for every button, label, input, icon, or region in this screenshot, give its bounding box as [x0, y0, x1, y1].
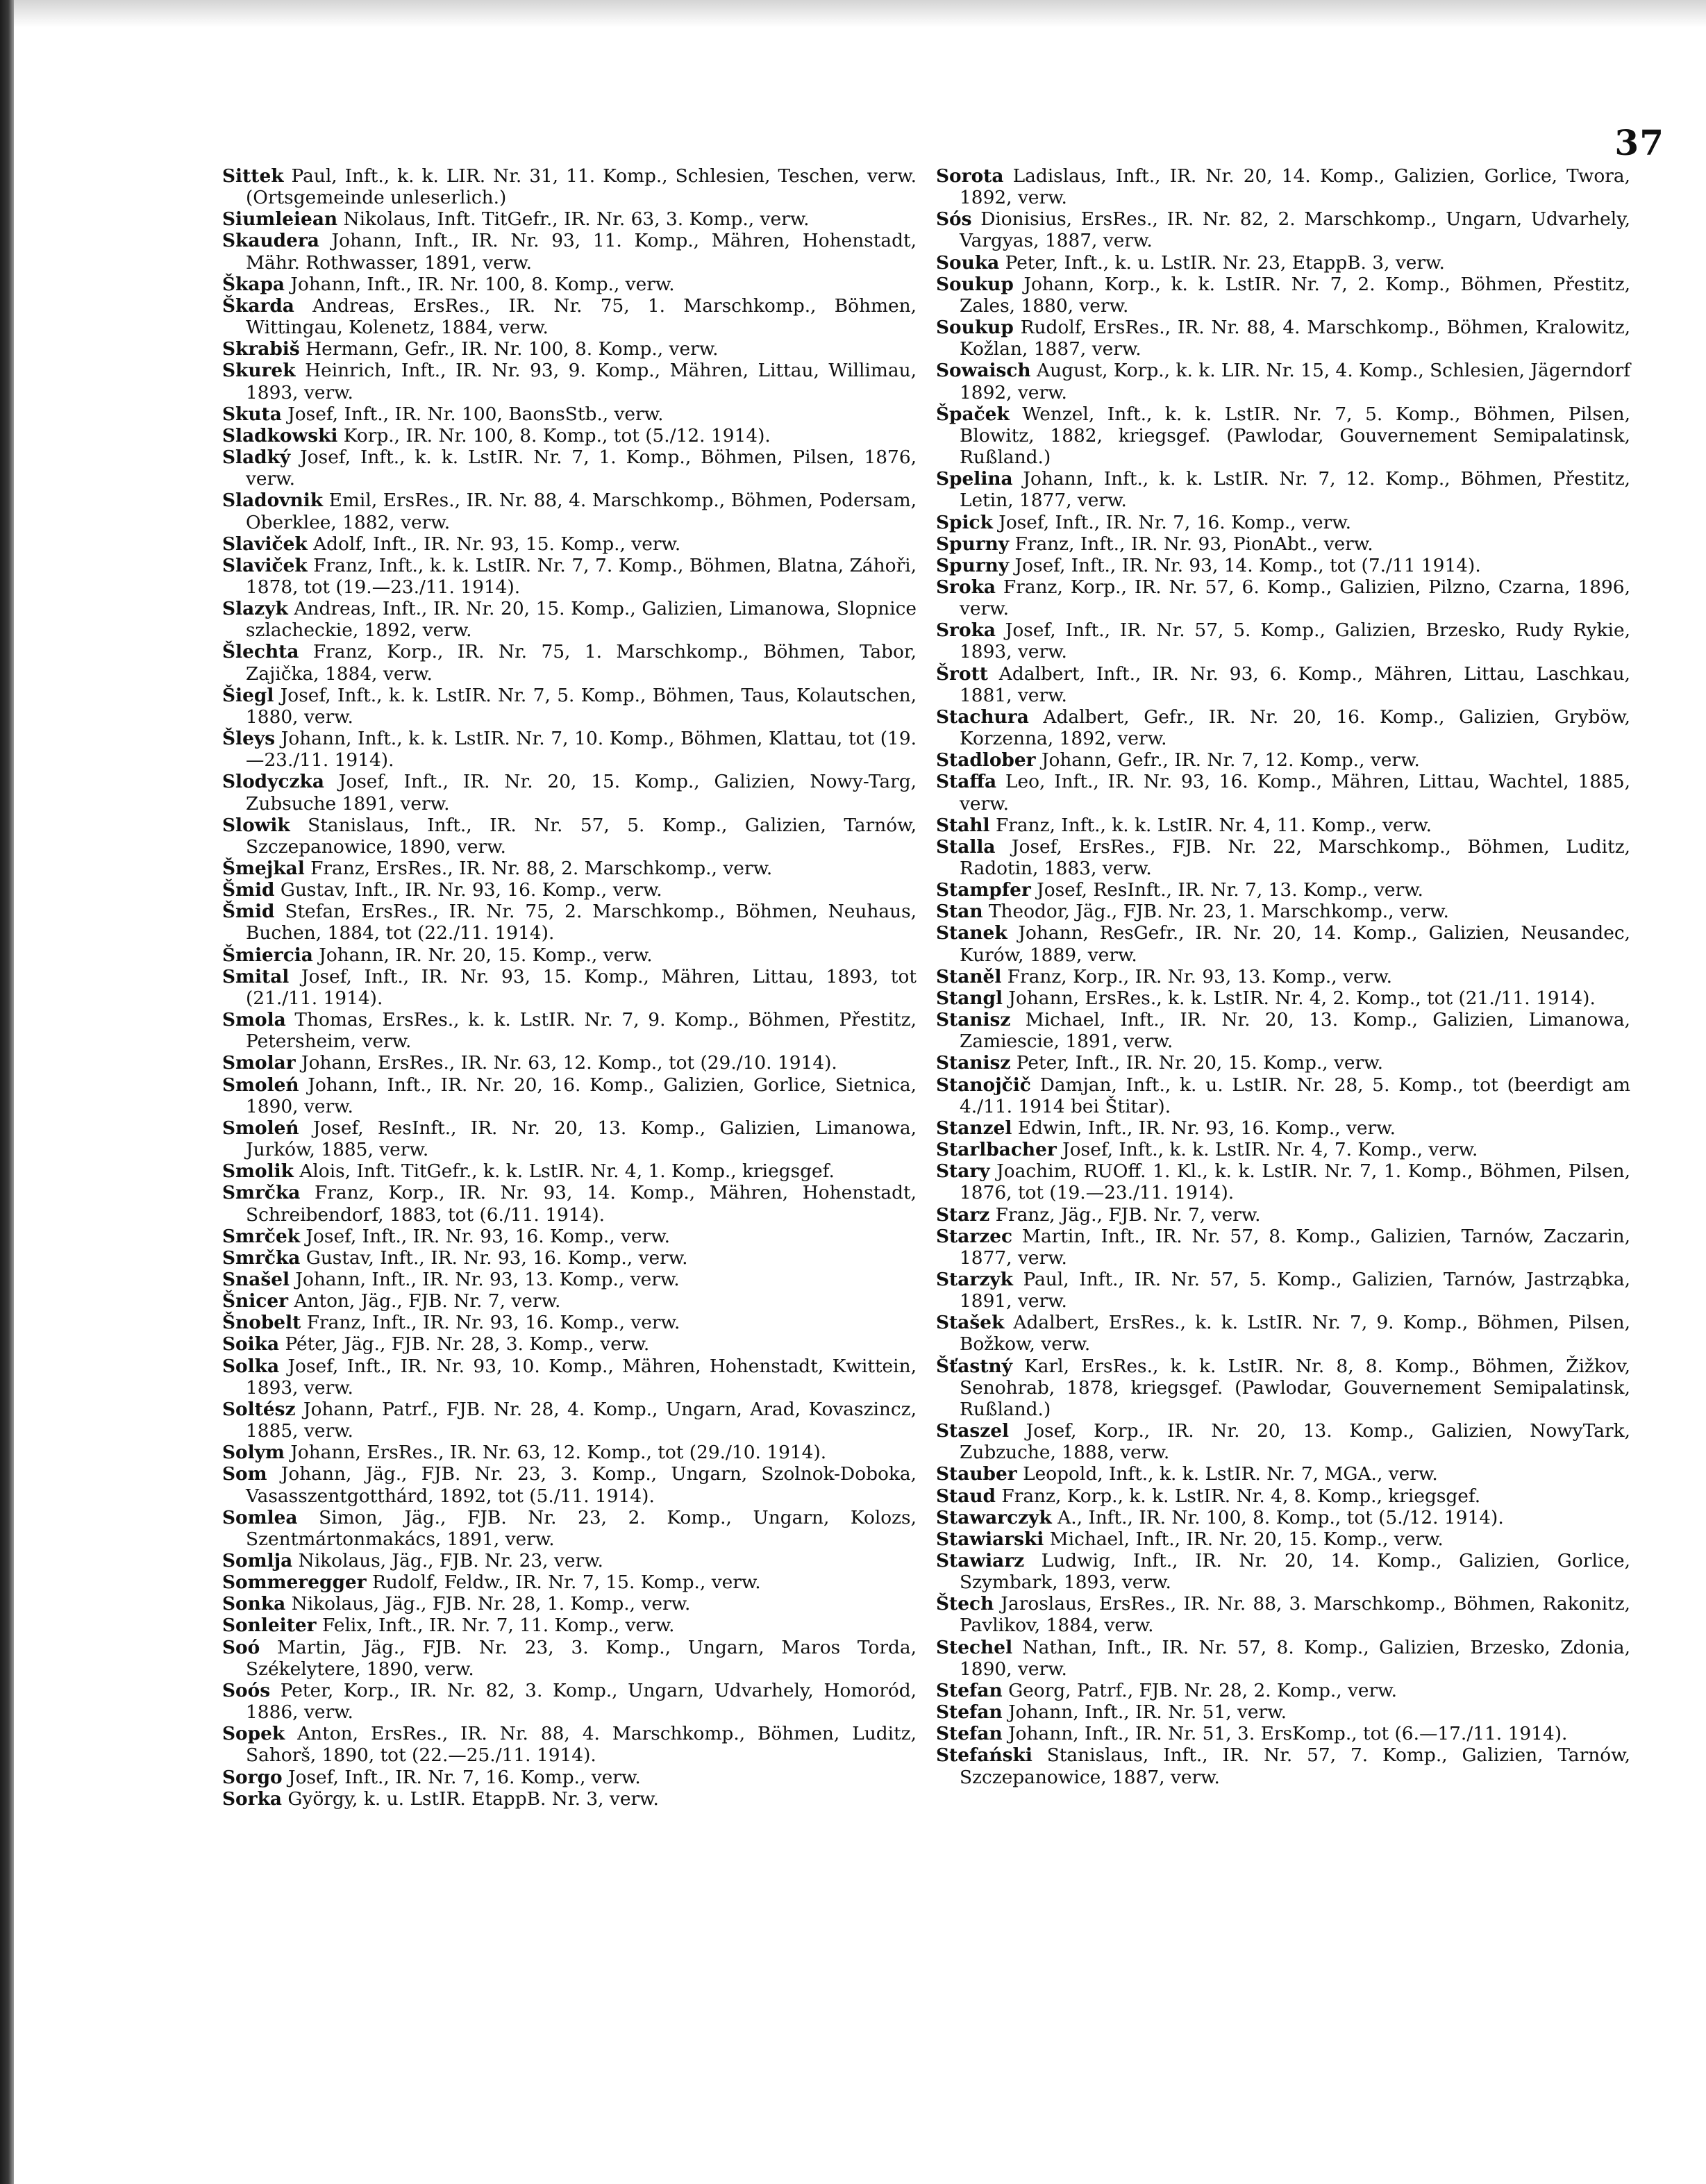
entry-surname: Sopek [222, 1723, 285, 1745]
entry-details: Josef, Inft., IR. Nr. 93, 15. Komp., Mähren, Littau, 1893, tot (21./11. 1914). [246, 965, 917, 1009]
register-entry [222, 1680, 917, 1723]
register-entry [936, 1204, 1630, 1226]
register-entry [222, 1463, 917, 1506]
entry-details: Rudolf, Feldw., IR. Nr. 7, 15. Komp., verw. [366, 1572, 761, 1594]
entry-surname: Solym [222, 1442, 285, 1464]
entry-details: Leo, Inft., IR. Nr. 93, 16. Komp., Mähren, Littau, Wachtel, 1885, verw. [960, 771, 1630, 815]
entry-details: Nikolaus, Inft. TitGefr., IR. Nr. 63, 3. Komp., verw. [337, 208, 810, 231]
register-entry [936, 252, 1630, 274]
entry-surname: Šťastný [936, 1355, 1012, 1377]
register-entry [936, 1507, 1630, 1528]
register-entry [222, 338, 917, 360]
register-entry [222, 1442, 917, 1463]
register-entry [222, 208, 917, 230]
register-entry [222, 1290, 917, 1312]
entry-surname: Smrčka [222, 1247, 301, 1269]
entry-details: Johann, Inft., IR. Nr. 93, 13. Komp., verw. [290, 1268, 680, 1290]
entry-surname: Staud [936, 1485, 996, 1507]
entry-surname: Slaviček [222, 554, 308, 576]
entry-surname: Stanzel [936, 1117, 1012, 1139]
entry-details: Andreas, ErsRes., IR. Nr. 75, 1. Marschkomp., Böhmen, Wittingau, Kolenetz, 1884, verw. [246, 294, 917, 339]
register-entry [222, 1788, 917, 1810]
entry-details: Anton, ErsRes., IR. Nr. 88, 4. Marschkomp., Böhmen, Luditz, Sahorš, 1890, tot (22.—25./11. 1914). [246, 1723, 917, 1767]
entry-details: Johann, IR. Nr. 20, 15. Komp., verw. [312, 944, 653, 966]
register-entry [936, 1312, 1630, 1355]
register-entry [222, 1160, 917, 1182]
register-entry [936, 403, 1630, 468]
register-entry [936, 468, 1630, 511]
register-entry [222, 1117, 917, 1160]
entry-details: Emil, ErsRes., IR. Nr. 88, 4. Marschkomp., Böhmen, Podersam, Oberklee, 1882, verw. [246, 490, 917, 533]
entry-details: Martin, Inft., IR. Nr. 57, 8. Komp., Galizien, Tarnów, Zaczarin, 1877, verw. [960, 1225, 1630, 1269]
register-entry [936, 360, 1630, 403]
register-entry [936, 901, 1630, 922]
entry-surname: Šnicer [222, 1290, 289, 1312]
entry-surname: Smolik [222, 1160, 294, 1183]
register-entry [222, 425, 917, 447]
entry-details: Johann, ErsRes., IR. Nr. 63, 12. Komp., tot (29./10. 1914). [284, 1442, 827, 1464]
entry-details: Franz, Korp., IR. Nr. 57, 6. Komp., Galizien, Pilzno, Czarna, 1896, verw. [960, 576, 1630, 620]
entry-surname: Smolar [222, 1052, 296, 1074]
entry-details: Josef, Inft., k. k. LstIR. Nr. 7, 1. Komp., Böhmen, Pilsen, 1876, verw. [246, 447, 917, 490]
register-entry [222, 1333, 917, 1355]
entry-details: Nikolaus, Jäg., FJB. Nr. 28, 1. Komp., verw. [285, 1593, 691, 1615]
register-entry [936, 922, 1630, 965]
entry-surname: Stan [936, 901, 983, 923]
entry-surname: Štech [936, 1593, 994, 1615]
entry-surname: Spurny [936, 554, 1010, 576]
entry-details: Anton, Jäg., FJB. Nr. 7, verw. [288, 1290, 561, 1312]
entry-details: Franz, Inft., IR. Nr. 93, 16. Komp., verw. [301, 1312, 680, 1334]
register-entry [222, 447, 917, 490]
entry-details: Péter, Jäg., FJB. Nr. 28, 3. Komp., verw. [279, 1333, 650, 1356]
entry-surname: Somlea [222, 1506, 298, 1528]
entry-details: Josef, Inft., IR. Nr. 93, 16. Komp., verw. [300, 1225, 670, 1247]
entry-surname: Stadlober [936, 749, 1036, 772]
entry-surname: Som [222, 1463, 267, 1485]
register-entry [936, 555, 1630, 576]
entry-surname: Soukup [936, 273, 1014, 295]
register-entry [222, 1269, 917, 1290]
entry-surname: Smoleń [222, 1074, 299, 1096]
register-entry [222, 1507, 917, 1550]
register-entry [936, 1593, 1630, 1636]
register-entry [936, 966, 1630, 987]
entry-surname: Starzyk [936, 1268, 1013, 1290]
entry-surname: Šleys [222, 728, 276, 750]
entry-surname: Skuta [222, 403, 282, 425]
entry-details: Nikolaus, Jäg., FJB. Nr. 23, verw. [292, 1550, 603, 1572]
entry-details: Franz, Korp., IR. Nr. 93, 13. Komp., verw. [1001, 965, 1393, 987]
entry-surname: Šmiercia [222, 944, 313, 966]
register-entry [222, 1226, 917, 1247]
entry-surname: Sorgo [222, 1766, 283, 1788]
register-entry [936, 1723, 1630, 1744]
entry-details: Johann, Gefr., IR. Nr. 7, 12. Komp., verw. [1035, 749, 1420, 772]
entry-details: Josef, ErsRes., FJB. Nr. 22, Marschkomp., Böhmen, Luditz, Radotin, 1883, verw. [960, 835, 1630, 879]
register-entry [222, 879, 917, 901]
register-entry [936, 749, 1630, 771]
entry-details: Josef, Inft., IR. Nr. 7, 16. Komp., verw. [282, 1766, 641, 1788]
entry-surname: Soós [222, 1679, 271, 1701]
register-entry [222, 1356, 917, 1399]
entry-surname: Stawiarz [936, 1550, 1025, 1572]
entry-details: Gustav, Inft., IR. Nr. 93, 16. Komp., verw. [274, 879, 662, 901]
entry-details: Josef, Inft., k. k. LstIR. Nr. 4, 7. Komp., verw. [1056, 1139, 1478, 1161]
register-entry [936, 1052, 1630, 1074]
register-entry [222, 490, 917, 533]
page-number: 37 [1614, 122, 1664, 163]
entry-surname: Sroka [936, 576, 996, 598]
entry-details: Johann, Korp., k. k. LstIR. Nr. 7, 2. Komp., Böhmen, Přestitz, Zales, 1880, verw. [960, 273, 1630, 317]
entry-surname: Skrabiš [222, 338, 300, 360]
register-entry [222, 771, 917, 814]
entry-details: August, Korp., k. k. LIR. Nr. 15, 4. Komp., Schlesien, Jägerndorf 1892, verw. [960, 360, 1630, 403]
entry-details: Josef, Inft., IR. Nr. 93, 14. Komp., tot (7./11 1914). [1009, 554, 1481, 576]
register-entry [936, 706, 1630, 749]
entry-surname: Stangl [936, 987, 1003, 1009]
entry-details: Johann, ResGefr., IR. Nr. 20, 14. Komp., Galizien, Neusandec, Kurów, 1889, verw. [960, 922, 1630, 966]
register-entry [936, 274, 1630, 317]
entry-surname: Šmejkal [222, 858, 305, 879]
entry-surname: Stampfer [936, 879, 1031, 901]
entry-surname: Sós [936, 208, 972, 231]
entry-surname: Šiegl [222, 684, 274, 706]
register-entry [222, 403, 917, 425]
entry-surname: Stefan [936, 1701, 1003, 1724]
entry-details: Johann, Inft., IR. Nr. 20, 16. Komp., Galizien, Gorlice, Sietnica, 1890, verw. [246, 1074, 917, 1117]
entry-surname: Solka [222, 1355, 280, 1377]
register-entry [222, 1074, 917, 1117]
entry-surname: Stawarczyk [936, 1506, 1052, 1528]
entry-surname: Smoleń [222, 1117, 299, 1139]
entry-surname: Stawiarski [936, 1528, 1044, 1550]
entry-details: Peter, Inft., IR. Nr. 20, 15. Komp., verw. [1010, 1052, 1384, 1074]
entry-details: Josef, Inft., IR. Nr. 7, 16. Komp., verw. [992, 511, 1352, 533]
register-entry [222, 944, 917, 966]
register-entry [936, 1356, 1630, 1420]
left-column [222, 165, 917, 1810]
register-entry [936, 879, 1630, 901]
entry-details: Wenzel, Inft., k. k. LstIR. Nr. 7, 5. Komp., Böhmen, Pilsen, Blowitz, 1882, kriegsgef. (Pawlodar, Gouvernement Semipalatinsk, Rußland.) [960, 403, 1630, 469]
entry-details: Stanislaus, Inft., IR. Nr. 57, 5. Komp., Galizien, Tarnów, Szczepanowice, 1890, verw. [246, 814, 917, 858]
entry-details: Adolf, Inft., IR. Nr. 93, 15. Komp., verw. [307, 533, 681, 555]
entry-surname: Skurek [222, 360, 296, 382]
entry-details: Johann, ErsRes., k. k. LstIR. Nr. 4, 2. Komp., tot (21./11. 1914). [1003, 987, 1596, 1009]
entry-surname: Smital [222, 965, 290, 987]
entry-details: Peter, Inft., k. u. LstIR. Nr. 23, EtappB. 3, verw. [999, 251, 1445, 274]
entry-details: Johann, Jäg., FJB. Nr. 23, 3. Komp., Ungarn, Szolnok-Doboka, Vasasszentgotthárd, 1892, tot (5./11. 1914). [246, 1463, 917, 1507]
entry-surname: Šmid [222, 879, 275, 901]
entry-surname: Šlechta [222, 641, 299, 663]
entry-surname: Skaudera [222, 230, 319, 252]
register-entry [222, 1593, 917, 1615]
entry-details: Gustav, Inft., IR. Nr. 93, 16. Komp., verw. [300, 1247, 688, 1269]
entry-details: Franz, Inft., k. k. LstIR. Nr. 4, 11. Komp., verw. [989, 814, 1432, 836]
entry-surname: Špaček [936, 403, 1010, 425]
entry-details: Peter, Korp., IR. Nr. 82, 3. Komp., Ungarn, Udvarhely, Homoród, 1886, verw. [246, 1679, 917, 1724]
entry-details: Andreas, Inft., IR. Nr. 20, 15. Komp., Galizien, Limanowa, Slopnice szlacheckie, 1892, verw. [246, 598, 917, 642]
entry-surname: Stašek [936, 1312, 1005, 1334]
entry-details: Franz, ErsRes., IR. Nr. 88, 2. Marschkomp., verw. [304, 858, 773, 879]
entry-surname: Stauber [936, 1463, 1017, 1485]
entry-surname: Sladkowski [222, 424, 338, 447]
register-entry [222, 1637, 917, 1680]
entry-details: Johann, ErsRes., IR. Nr. 63, 12. Komp., tot (29./10. 1914). [295, 1052, 837, 1074]
register-entry [222, 598, 917, 641]
register-entry [222, 360, 917, 403]
register-entry [936, 1485, 1630, 1507]
register-entry [222, 1723, 917, 1766]
entry-details: Michael, Inft., IR. Nr. 20, 15. Komp., verw. [1044, 1528, 1444, 1550]
register-entry [936, 836, 1630, 879]
entry-surname: Sonleiter [222, 1615, 317, 1637]
entry-details: Franz, Korp., k. k. LstIR. Nr. 4, 8. Komp., kriegsgef. [996, 1485, 1481, 1507]
entry-surname: Sowaisch [936, 360, 1031, 382]
entry-details: Adalbert, ErsRes., k. k. LstIR. Nr. 7, 9. Komp., Böhmen, Pilsen, Božkow, verw. [960, 1312, 1630, 1356]
entry-details: Josef, ResInft., IR. Nr. 20, 13. Komp., Galizien, Limanowa, Jurków, 1885, verw. [246, 1117, 917, 1161]
entry-details: Adalbert, Gefr., IR. Nr. 20, 16. Komp., Galizien, Gryböw, Korzenna, 1892, verw. [960, 706, 1630, 750]
entry-details: Rudolf, ErsRes., IR. Nr. 88, 4. Marschkomp., Böhmen, Kralowitz, Kožlan, 1887, verw. [960, 317, 1630, 360]
register-entry [936, 533, 1630, 555]
entry-surname: Stachura [936, 706, 1029, 728]
entry-surname: Sroka [936, 619, 996, 642]
entry-surname: Slodyczka [222, 771, 324, 793]
entry-surname: Stefański [936, 1744, 1032, 1767]
scan-top-edge [0, 0, 1706, 28]
entry-details: Stefan, ErsRes., IR. Nr. 75, 2. Marschkomp., Böhmen, Neuhaus, Buchen, 1884, tot (22./11. 1914). [246, 901, 917, 944]
entry-surname: Starlbacher [936, 1139, 1057, 1161]
register-entry [222, 641, 917, 684]
register-entry [222, 1009, 917, 1052]
register-entry [222, 274, 917, 295]
register-entry [222, 1550, 917, 1572]
entry-details: Heinrich, Inft., IR. Nr. 93, 9. Komp., Mähren, Littau, Willimau, 1893, verw. [246, 360, 917, 403]
entry-surname: Stary [936, 1160, 990, 1183]
register-entry [936, 619, 1630, 662]
register-entry [222, 901, 917, 944]
register-entry [936, 1550, 1630, 1593]
register-entry [222, 858, 917, 879]
register-entry [222, 815, 917, 858]
register-entry [936, 1420, 1630, 1463]
entry-surname: Somlja [222, 1550, 293, 1572]
register-entry [222, 1767, 917, 1788]
entry-surname: Staszel [936, 1420, 1010, 1442]
entry-details: Alois, Inft. TitGefr., k. k. LstIR. Nr. 4, 1. Komp., kriegsgef. [293, 1160, 835, 1183]
register-entry [222, 1399, 917, 1442]
entry-surname: Souka [936, 251, 1000, 274]
entry-details: Franz, Jäg., FJB. Nr. 7, verw. [989, 1203, 1261, 1226]
register-entry [222, 165, 917, 208]
entry-surname: Stefan [936, 1679, 1003, 1701]
entry-details: Georg, Patrf., FJB. Nr. 28, 2. Komp., verw. [1002, 1679, 1398, 1701]
entry-surname: Sorota [936, 165, 1004, 187]
register-entry [936, 771, 1630, 814]
entry-details: Korp., IR. Nr. 100, 8. Komp., tot (5./12. 1914). [337, 424, 771, 447]
entry-details: Johann, Inft., k. k. LstIR. Nr. 7, 12. Komp., Böhmen, Přestitz, Letin, 1877, verw. [960, 468, 1630, 512]
scan-binding-edge [0, 0, 14, 2184]
entry-surname: Stanisz [936, 1052, 1011, 1074]
entry-surname: Slowik [222, 814, 290, 836]
entry-surname: Siumleiean [222, 208, 338, 231]
register-entry [222, 555, 917, 598]
register-entry [936, 1009, 1630, 1052]
entry-surname: Sorka [222, 1787, 282, 1810]
entry-surname: Staněl [936, 965, 1002, 987]
entry-details: György, k. u. LstIR. EtappB. Nr. 3, verw. [281, 1787, 659, 1810]
entry-surname: Starz [936, 1203, 990, 1226]
entry-details: Damjan, Inft., k. u. LstIR. Nr. 28, 5. Komp., tot (beerdigt am 4./11. 1914 bei Štitar). [960, 1074, 1630, 1117]
register-entry [936, 165, 1630, 208]
entry-surname: Spurny [936, 533, 1010, 555]
entry-details: Thomas, ErsRes., k. k. LstIR. Nr. 7, 9. Komp., Böhmen, Přestitz, Petersheim, verw. [246, 1009, 917, 1053]
entry-details: Franz, Korp., IR. Nr. 75, 1. Marschkomp., Böhmen, Tabor, Zajička, 1884, verw. [246, 641, 917, 685]
entry-surname: Smrček [222, 1225, 301, 1247]
register-entry [222, 685, 917, 728]
entry-details: Josef, Inft., IR. Nr. 93, 10. Komp., Mähren, Hohenstadt, Kwittein, 1893, verw. [246, 1355, 917, 1399]
entry-details: Franz, Inft., IR. Nr. 93, PionAbt., verw. [1009, 533, 1373, 555]
register-entry [222, 1182, 917, 1225]
entry-surname: Soukup [936, 317, 1014, 339]
register-entry [936, 208, 1630, 251]
entry-surname: Šnobelt [222, 1312, 301, 1334]
register-entry [936, 1528, 1630, 1550]
entry-surname: Staffa [936, 771, 997, 793]
entry-surname: Sommeregger [222, 1572, 367, 1594]
entry-surname: Stanek [936, 922, 1007, 944]
entry-details: Nathan, Inft., IR. Nr. 57, 8. Komp., Galizien, Brzesko, Zdonia, 1890, verw. [960, 1636, 1630, 1680]
right-column [936, 165, 1630, 1788]
entry-surname: Smrčka [222, 1182, 301, 1204]
entry-surname: Stechel [936, 1636, 1013, 1658]
entry-details: Theodor, Jäg., FJB. Nr. 23, 1. Marschkomp., verw. [982, 901, 1449, 923]
entry-surname: Sladký [222, 447, 291, 469]
entry-details: Karl, ErsRes., k. k. LstIR. Nr. 8, 8. Komp., Böhmen, Žižkov, Senohrab, 1878, kriegsgef. (Pawlodar, Gouvernement Semipalatinsk, Rußland.) [960, 1355, 1630, 1420]
entry-surname: Stahl [936, 814, 990, 836]
entry-details: Hermann, Gefr., IR. Nr. 100, 8. Komp., verw. [299, 338, 719, 360]
entry-surname: Snašel [222, 1268, 290, 1290]
register-entry [222, 1052, 917, 1074]
entry-surname: Stefan [936, 1723, 1003, 1745]
register-entry [936, 512, 1630, 533]
register-entry [222, 533, 917, 555]
register-entry [936, 1680, 1630, 1701]
entry-details: Josef, Korp., IR. Nr. 20, 13. Komp., Galizien, NowyTark, Zubzuche, 1888, verw. [960, 1420, 1630, 1464]
register-entry [936, 1160, 1630, 1203]
register-entry [936, 1701, 1630, 1723]
entry-details: Johann, Inft., IR. Nr. 100, 8. Komp., verw. [285, 273, 675, 295]
entry-details: Paul, Inft., k. k. LIR. Nr. 31, 11. Komp., Schlesien, Teschen, verw. (Ortsgemeinde unleserlich.) [246, 165, 917, 209]
entry-surname: Škarda [222, 294, 294, 317]
entry-details: Franz, Inft., k. k. LstIR. Nr. 7, 7. Komp., Böhmen, Blatna, Záhoři, 1878, tot (19.—23./11. 1914). [246, 554, 917, 598]
entry-details: Martin, Jäg., FJB. Nr. 23, 3. Komp., Ungarn, Maros Torda, Székelytere, 1890, verw. [246, 1636, 917, 1680]
entry-surname: Stanisz [936, 1009, 1011, 1031]
entry-details: Josef, ResInft., IR. Nr. 7, 13. Komp., verw. [1030, 879, 1423, 901]
register-entry [936, 987, 1630, 1009]
entry-details: Johann, Inft., IR. Nr. 93, 11. Komp., Mähren, Hohenstadt, Mähr. Rothwasser, 1891, verw. [246, 230, 917, 274]
entry-surname: Šmid [222, 901, 275, 923]
entry-surname: Spick [936, 511, 993, 533]
entry-details: Edwin, Inft., IR. Nr. 93, 16. Komp., verw. [1012, 1117, 1396, 1139]
register-entry [222, 230, 917, 273]
register-entry [936, 1637, 1630, 1680]
entry-details: Johann, Patrf., FJB. Nr. 28, 4. Komp., Ungarn, Arad, Kovaszincz, 1885, verw. [246, 1398, 917, 1442]
register-entry [936, 317, 1630, 360]
entry-surname: Stalla [936, 835, 996, 858]
register-entry [222, 728, 917, 771]
entry-surname: Soó [222, 1636, 260, 1658]
register-entry [936, 1226, 1630, 1269]
entry-surname: Sonka [222, 1593, 286, 1615]
entry-surname: Slaviček [222, 533, 308, 555]
entry-surname: Spelina [936, 468, 1013, 490]
entry-surname: Šrott [936, 662, 988, 685]
register-entry [936, 1074, 1630, 1117]
register-entry [222, 1572, 917, 1593]
entry-surname: Škapa [222, 273, 285, 295]
entry-details: Johann, Inft., IR. Nr. 51, 3. ErsKomp., tot (6.—17./11. 1914). [1002, 1723, 1568, 1745]
entry-surname: Starzec [936, 1225, 1013, 1247]
entry-details: Felix, Inft., IR. Nr. 7, 11. Komp., verw. [316, 1615, 675, 1637]
entry-details: Joachim, RUOff. 1. Kl., k. k. LstIR. Nr. 7, 1. Komp., Böhmen, Pilsen, 1876, tot (19.—23./11. 1914). [960, 1160, 1630, 1204]
register-entry [936, 1463, 1630, 1485]
entry-details: Josef, Inft., IR. Nr. 20, 15. Komp., Galizien, Nowy-Targ, Zubsuche 1891, verw. [246, 771, 917, 815]
entry-details: Adalbert, Inft., IR. Nr. 93, 6. Komp., Mähren, Littau, Laschkau, 1881, verw. [960, 662, 1630, 706]
entry-details: Michael, Inft., IR. Nr. 20, 13. Komp., Galizien, Limanowa, Zamiescie, 1891, verw. [960, 1009, 1630, 1053]
register-entry [222, 1312, 917, 1333]
entry-surname: Smola [222, 1009, 286, 1031]
entry-details: Josef, Inft., IR. Nr. 100, BaonsStb., verw. [281, 403, 664, 425]
entry-details: Ludwig, Inft., IR. Nr. 20, 14. Komp., Galizien, Gorlice, Szymbark, 1893, verw. [960, 1550, 1630, 1594]
entry-details: Franz, Korp., IR. Nr. 93, 14. Komp., Mähren, Hohenstadt, Schreibendorf, 1883, tot (6./11. 1914). [246, 1182, 917, 1226]
register-entry [936, 1269, 1630, 1312]
entry-details: Dionisius, ErsRes., IR. Nr. 82, 2. Marschkomp., Ungarn, Udvarhely, Vargyas, 1887, verw. [960, 208, 1630, 252]
register-entry [222, 295, 917, 338]
register-entry [222, 1615, 917, 1636]
register-entry [936, 1139, 1630, 1160]
entry-surname: Sittek [222, 165, 284, 187]
register-entry [936, 1744, 1630, 1787]
entry-details: Leopold, Inft., k. k. LstIR. Nr. 7, MGA., verw. [1017, 1463, 1438, 1485]
entry-details: Johann, Inft., k. k. LstIR. Nr. 7, 10. Komp., Böhmen, Klattau, tot (19.—23./11. 1914). [246, 728, 917, 772]
register-entry [936, 576, 1630, 619]
register-entry [936, 1117, 1630, 1139]
entry-details: Paul, Inft., IR. Nr. 57, 5. Komp., Galizien, Tarnów, Jastrząbka, 1891, verw. [960, 1268, 1630, 1312]
entry-details: Simon, Jäg., FJB. Nr. 23, 2. Komp., Ungarn, Kolozs, Szentmártonmakács, 1891, verw. [246, 1506, 917, 1550]
entry-details: Johann, Inft., IR. Nr. 51, verw. [1002, 1701, 1287, 1724]
entry-details: Josef, Inft., k. k. LstIR. Nr. 7, 5. Komp., Böhmen, Taus, Kolautschen, 1880, verw. [246, 684, 917, 728]
register-entry [222, 1247, 917, 1269]
entry-details: Jaroslaus, ErsRes., IR. Nr. 88, 3. Marschkomp., Böhmen, Rakonitz, Pavlikov, 1884, verw. [960, 1593, 1630, 1637]
register-entry [936, 815, 1630, 836]
entry-surname: Soltész [222, 1398, 296, 1420]
entry-surname: Sladovnik [222, 490, 324, 512]
entry-details: A., Inft., IR. Nr. 100, 8. Komp., tot (5./12. 1914). [1051, 1506, 1504, 1528]
entry-surname: Stanojčič [936, 1074, 1031, 1096]
entry-surname: Slazyk [222, 598, 288, 620]
entry-details: Ladislaus, Inft., IR. Nr. 20, 14. Komp., Galizien, Gorlice, Twora, 1892, verw. [960, 165, 1630, 209]
entry-surname: Soika [222, 1333, 280, 1356]
register-entry [936, 663, 1630, 706]
entry-details: Stanislaus, Inft., IR. Nr. 57, 7. Komp., Galizien, Tarnów, Szczepanowice, 1887, verw. [960, 1744, 1630, 1788]
entry-details: Josef, Inft., IR. Nr. 57, 5. Komp., Galizien, Brzesko, Rudy Rykie, 1893, verw. [960, 619, 1630, 663]
register-entry [222, 966, 917, 1009]
